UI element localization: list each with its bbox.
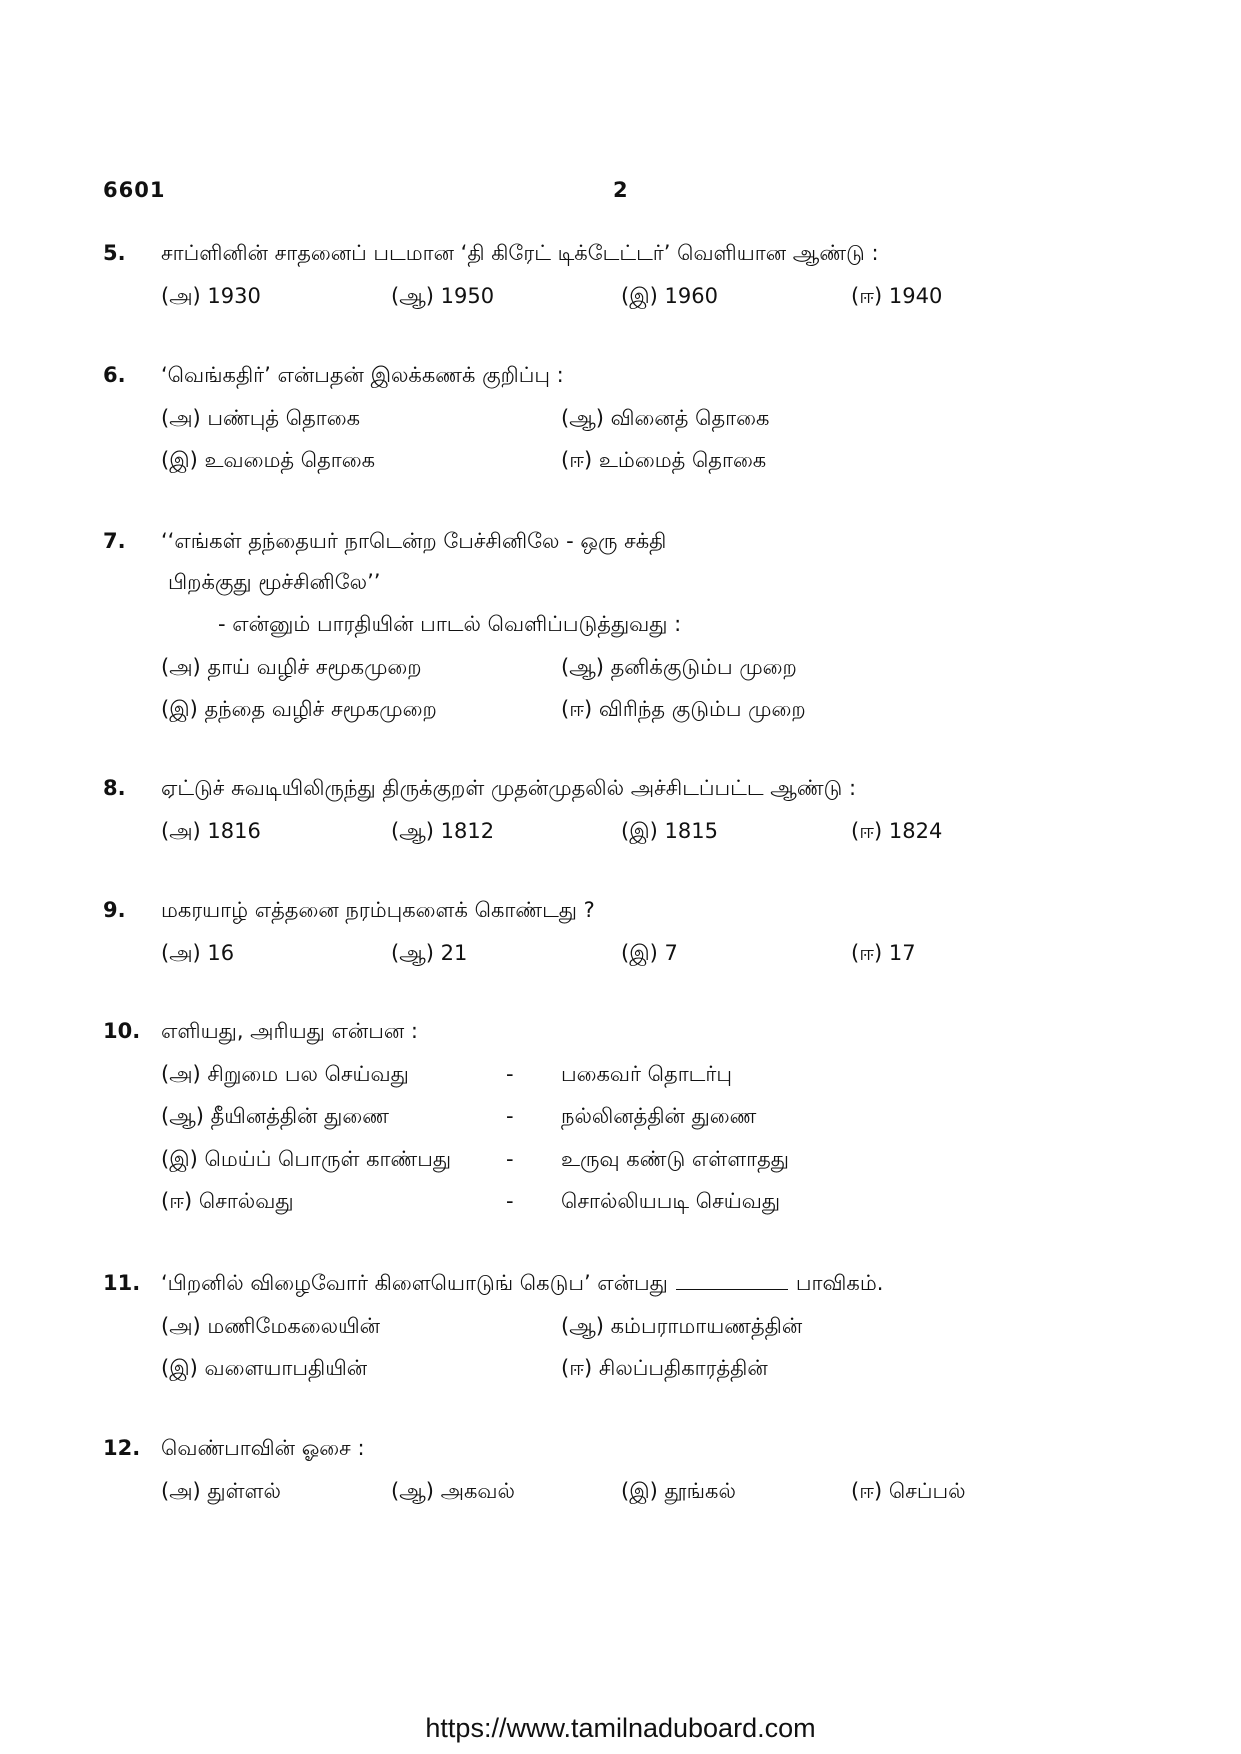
option-b: (ஆ) அகவல் xyxy=(391,1479,515,1503)
footer-url: https://www.tamilnaduboard.com xyxy=(425,1713,816,1743)
option-c: (இ) தூங்கல் xyxy=(621,1479,736,1503)
question-text-line-2: பிறக்குது மூச்சினிலே’’ xyxy=(168,570,381,594)
option-a: (அ) மணிமேகலையின் xyxy=(161,1314,380,1338)
option-d: (ஈ) 1824 xyxy=(851,819,943,843)
question-text: எளியது, அரியது என்பன : xyxy=(161,1019,419,1043)
question-text: மகரயாழ் எத்தனை நரம்புகளைக் கொண்டது ? xyxy=(161,898,595,922)
question-12 xyxy=(103,1433,1143,1503)
option-a: (அ) பண்புத் தொகை xyxy=(161,406,361,430)
paper-code: 6601 xyxy=(103,178,166,202)
question-number: 9. xyxy=(103,898,126,922)
match-dash: - xyxy=(506,1189,514,1213)
option-d: (ஈ) செப்பல் xyxy=(851,1479,966,1503)
question-text-after: பாவிகம். xyxy=(795,1271,884,1295)
match-right: நல்லினத்தின் துணை xyxy=(561,1104,757,1128)
match-dash: - xyxy=(506,1147,514,1171)
question-10 xyxy=(103,1016,1143,1216)
question-9 xyxy=(103,895,1143,965)
question-text: ஏட்டுச் சுவடியிலிருந்து திருக்குறள் முதன்முதலில் அச்சிடப்பட்ட ஆண்டு : xyxy=(161,776,857,800)
option-a: (அ) 1816 xyxy=(161,819,261,843)
option-d: (ஈ) 17 xyxy=(851,941,916,965)
question-number: 8. xyxy=(103,776,126,800)
question-7 xyxy=(103,526,1143,726)
option-a: (அ) 16 xyxy=(161,941,235,965)
option-b: (ஆ) தனிக்குடும்ப முறை xyxy=(561,655,797,679)
match-left: (அ) சிறுமை பல செய்வது xyxy=(161,1062,409,1086)
option-a: (அ) தாய் வழிச் சமூகமுறை xyxy=(161,655,422,679)
option-d: (ஈ) சிலப்பதிகாரத்தின் xyxy=(561,1356,768,1380)
option-b: (ஆ) 1950 xyxy=(391,284,495,308)
question-number: 10. xyxy=(103,1019,141,1043)
option-d: (ஈ) 1940 xyxy=(851,284,943,308)
answer-blank xyxy=(676,1271,788,1290)
question-text xyxy=(161,1268,883,1298)
question-text: சாப்ளினின் சாதனைப் படமான ‘தி கிரேட் டிக்டேட்டர்’ வெளியான ஆண்டு : xyxy=(161,241,879,265)
question-text-line-3: - என்னும் பாரதியின் பாடல் வெளிப்படுத்துவது : xyxy=(218,612,682,636)
match-left: (ஆ) தீயினத்தின் துணை xyxy=(161,1104,389,1128)
option-c: (இ) வளையாபதியின் xyxy=(161,1356,368,1380)
question-number: 6. xyxy=(103,363,126,387)
match-right: சொல்லியபடி செய்வது xyxy=(561,1189,781,1213)
match-dash: - xyxy=(506,1062,514,1086)
option-a: (அ) துள்ளல் xyxy=(161,1479,281,1503)
page-header xyxy=(103,178,643,208)
match-dash: - xyxy=(506,1104,514,1128)
option-b: (ஆ) கம்பராமாயணத்தின் xyxy=(561,1314,803,1338)
page-number: 2 xyxy=(613,178,628,202)
option-b: (ஆ) 1812 xyxy=(391,819,495,843)
option-b: (ஆ) வினைத் தொகை xyxy=(561,406,770,430)
question-text: வெண்பாவின் ஓசை : xyxy=(161,1436,365,1460)
option-c: (இ) 1815 xyxy=(621,819,718,843)
question-5 xyxy=(103,238,1143,308)
option-d: (ஈ) உம்மைத் தொகை xyxy=(561,448,767,472)
question-number: 7. xyxy=(103,529,126,553)
option-c: (இ) 7 xyxy=(621,941,678,965)
question-number: 12. xyxy=(103,1436,141,1460)
question-number: 11. xyxy=(103,1271,141,1295)
question-text-line-1: ‘‘எங்கள் தந்தையர் நாடென்ற பேச்சினிலே - ஒரு சக்தி xyxy=(161,529,667,553)
match-right: பகைவர் தொடர்பு xyxy=(561,1062,732,1086)
match-right: உருவு கண்டு எள்ளாதது xyxy=(561,1147,790,1171)
match-left: (ஈ) சொல்வது xyxy=(161,1189,294,1213)
question-11 xyxy=(103,1268,1143,1378)
option-c: (இ) 1960 xyxy=(621,284,718,308)
option-d: (ஈ) விரிந்த குடும்ப முறை xyxy=(561,697,806,721)
match-left: (இ) மெய்ப் பொருள் காண்பது xyxy=(161,1147,452,1171)
option-c: (இ) உவமைத் தொகை xyxy=(161,448,376,472)
question-text-before: ‘பிறனில் விழைவோர் கிளையொடுங் கெடுப’ என்பது xyxy=(161,1271,668,1295)
question-6 xyxy=(103,360,1143,470)
question-8 xyxy=(103,773,1143,843)
option-c: (இ) தந்தை வழிச் சமூகமுறை xyxy=(161,697,437,721)
option-b: (ஆ) 21 xyxy=(391,941,468,965)
option-a: (அ) 1930 xyxy=(161,284,261,308)
question-text: ‘வெங்கதிர்’ என்பதன் இலக்கணக் குறிப்பு : xyxy=(161,363,564,387)
question-number: 5. xyxy=(103,241,126,265)
